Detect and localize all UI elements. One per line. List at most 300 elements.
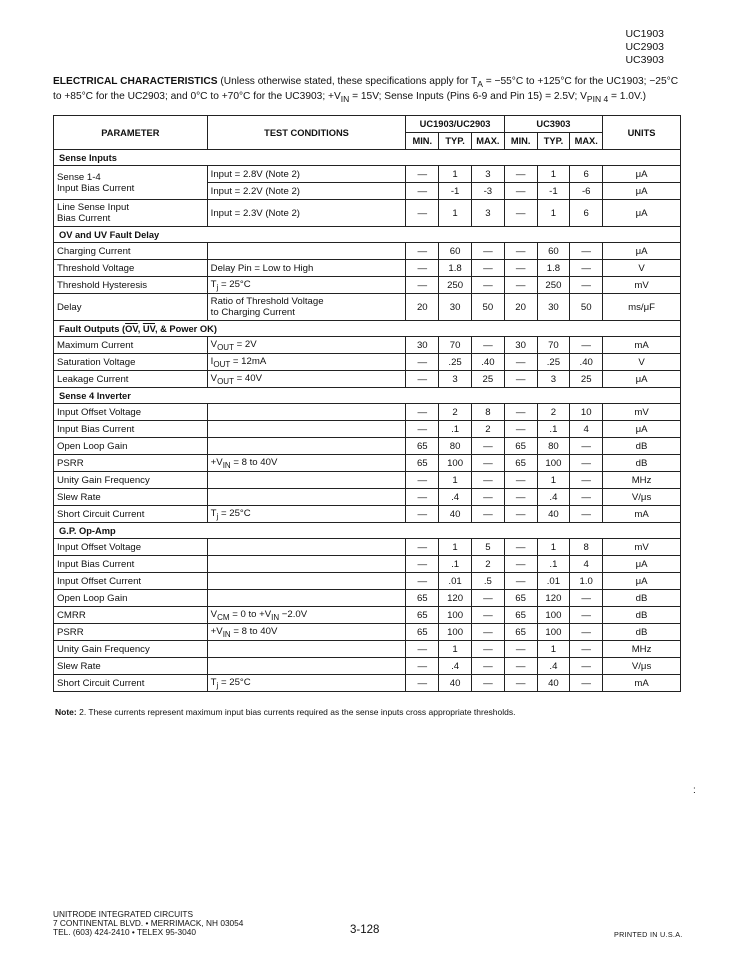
- value-cell: 6: [570, 200, 603, 227]
- header-text: (Unless otherwise stated, these specifications apply for T: [217, 76, 478, 87]
- value-cell: —: [504, 675, 537, 692]
- value-cell: 1.0: [570, 573, 603, 590]
- value-cell: 1.8: [439, 260, 472, 277]
- value-cell: —: [406, 200, 439, 227]
- param-cell: PSRR: [54, 455, 208, 472]
- param-cell: CMRR: [54, 607, 208, 624]
- value-cell: 1: [439, 472, 472, 489]
- units-cell: V: [603, 260, 681, 277]
- value-cell: .1: [537, 421, 570, 438]
- param-line: Line Sense Input: [57, 202, 130, 213]
- printed-in: PRINTED IN U.S.A.: [614, 930, 683, 939]
- value-cell: —: [406, 489, 439, 506]
- value-cell: —: [406, 421, 439, 438]
- value-cell: —: [471, 590, 504, 607]
- value-cell: 3: [439, 371, 472, 388]
- value-cell: —: [570, 455, 603, 472]
- section-title: ELECTRICAL CHARACTERISTICS: [53, 76, 218, 87]
- value-cell: 50: [471, 294, 504, 321]
- value-cell: 40: [537, 675, 570, 692]
- value-cell: —: [471, 243, 504, 260]
- header-text: = −55°C to +125°C for the UC1903; −25°C to +85°C for the UC2903; and 0°C to +70°C for the UC3903; +V: [53, 76, 679, 102]
- cond-text: V: [210, 338, 218, 350]
- param-cell: Input Bias Current: [54, 421, 208, 438]
- note-label: Note:: [55, 707, 77, 717]
- value-cell: —: [570, 590, 603, 607]
- units-cell: μA: [603, 556, 681, 573]
- section-row: [54, 321, 681, 337]
- value-cell: 40: [537, 506, 570, 523]
- table-row: [54, 404, 681, 421]
- param-cell: Delay: [54, 294, 208, 321]
- value-cell: 3: [537, 371, 570, 388]
- value-cell: 4: [570, 421, 603, 438]
- value-cell: —: [504, 539, 537, 556]
- cond-text: = 12mA: [230, 355, 267, 367]
- cond-text: V: [210, 372, 218, 384]
- value-cell: .40: [570, 354, 603, 371]
- value-cell: —: [504, 641, 537, 658]
- electrical-characteristics-header: [53, 76, 683, 105]
- cond-text: T: [210, 278, 217, 290]
- col-header-parameter: PARAMETER: [54, 116, 208, 150]
- condition-cell: [207, 539, 406, 556]
- condition-cell: [207, 438, 406, 455]
- condition-cell: [207, 658, 406, 675]
- value-cell: 100: [439, 455, 472, 472]
- value-cell: 2: [471, 556, 504, 573]
- value-cell: 2: [439, 404, 472, 421]
- value-cell: 65: [406, 590, 439, 607]
- value-cell: —: [471, 472, 504, 489]
- col-header-max: MAX.: [471, 133, 504, 150]
- section-row: [54, 523, 681, 539]
- value-cell: .5: [471, 573, 504, 590]
- condition-cell: [207, 277, 406, 294]
- value-cell: 20: [504, 294, 537, 321]
- value-cell: -6: [570, 183, 603, 200]
- value-cell: —: [406, 641, 439, 658]
- value-cell: 40: [439, 506, 472, 523]
- value-cell: 4: [570, 556, 603, 573]
- value-cell: —: [406, 243, 439, 260]
- col-header-max: MAX.: [570, 133, 603, 150]
- value-cell: 1: [537, 200, 570, 227]
- units-cell: μA: [603, 371, 681, 388]
- value-cell: —: [570, 438, 603, 455]
- subscript: OUT: [217, 342, 234, 352]
- value-cell: 65: [406, 438, 439, 455]
- value-cell: .25: [439, 354, 472, 371]
- value-cell: 8: [570, 539, 603, 556]
- value-cell: 250: [439, 277, 472, 294]
- cond-text: = 25°C: [218, 676, 251, 688]
- units-cell: V: [603, 354, 681, 371]
- cond-text: = 40V: [233, 372, 262, 384]
- section-row: [54, 388, 681, 404]
- subscript: j: [216, 282, 219, 292]
- subscript: OUT: [217, 376, 234, 386]
- value-cell: 30: [537, 294, 570, 321]
- units-cell: V/μs: [603, 658, 681, 675]
- table-row: [54, 294, 681, 321]
- value-cell: —: [570, 472, 603, 489]
- cond-text: = 0 to +V: [229, 608, 272, 620]
- subscript: j: [216, 511, 219, 521]
- col-header-test-conditions: TEST CONDITIONS: [207, 116, 406, 150]
- condition-cell: [207, 243, 406, 260]
- table-row: [54, 200, 681, 227]
- param-line: Sense 1-4: [57, 171, 101, 183]
- value-cell: —: [471, 675, 504, 692]
- electrical-characteristics-table: [53, 115, 681, 692]
- value-cell: 3: [471, 200, 504, 227]
- units-cell: MHz: [603, 472, 681, 489]
- value-cell: —: [570, 506, 603, 523]
- overbar-text: $\overline{UV}$: [142, 323, 155, 334]
- condition-cell: [207, 506, 406, 523]
- value-cell: —: [471, 489, 504, 506]
- cond-text: −2.0V: [279, 608, 308, 620]
- section-title: [54, 321, 681, 337]
- value-cell: —: [504, 472, 537, 489]
- value-cell: —: [406, 260, 439, 277]
- value-cell: -3: [471, 183, 504, 200]
- value-cell: 20: [406, 294, 439, 321]
- value-cell: —: [504, 183, 537, 200]
- cond-text: = 8 to 40V: [230, 456, 278, 468]
- param-cell: Short Circuit Current: [54, 506, 208, 523]
- table-row: [54, 506, 681, 523]
- units-cell: mV: [603, 539, 681, 556]
- value-cell: —: [471, 438, 504, 455]
- table-row: [54, 590, 681, 607]
- param-cell: Open Loop Gain: [54, 438, 208, 455]
- value-cell: —: [570, 624, 603, 641]
- condition-cell: [207, 472, 406, 489]
- value-cell: .1: [439, 421, 472, 438]
- table-row: [54, 489, 681, 506]
- value-cell: 65: [504, 455, 537, 472]
- col-header-min: MIN.: [406, 133, 439, 150]
- value-cell: 65: [406, 455, 439, 472]
- condition-cell: [207, 404, 406, 421]
- value-cell: —: [504, 371, 537, 388]
- units-cell: ms/μF: [603, 294, 681, 321]
- condition-cell: [207, 641, 406, 658]
- value-cell: .4: [537, 489, 570, 506]
- condition-cell: Delay Pin = Low to High: [207, 260, 406, 277]
- value-cell: —: [471, 641, 504, 658]
- cond-text: T: [210, 507, 217, 519]
- value-cell: —: [570, 675, 603, 692]
- param-cell: Threshold Voltage: [54, 260, 208, 277]
- units-cell: μA: [603, 200, 681, 227]
- cond-text: I: [210, 355, 214, 367]
- param-cell: Input Bias Current: [54, 556, 208, 573]
- cond-text: V: [210, 608, 218, 620]
- condition-cell: [207, 337, 406, 354]
- section-row: [54, 227, 681, 243]
- address-line: TEL. (603) 424-2410 • TELEX 95-3040: [53, 927, 196, 937]
- value-cell: —: [504, 556, 537, 573]
- value-cell: —: [504, 404, 537, 421]
- table-note: [55, 707, 516, 717]
- value-cell: 100: [537, 624, 570, 641]
- units-cell: μA: [603, 421, 681, 438]
- value-cell: 8: [471, 404, 504, 421]
- value-cell: 65: [504, 607, 537, 624]
- value-cell: —: [504, 243, 537, 260]
- stray-mark: :: [693, 785, 696, 796]
- value-cell: —: [570, 337, 603, 354]
- subscript: IN: [222, 460, 231, 470]
- value-cell: .4: [439, 658, 472, 675]
- value-cell: 3: [471, 166, 504, 183]
- value-cell: —: [406, 658, 439, 675]
- value-cell: —: [504, 260, 537, 277]
- value-cell: .01: [537, 573, 570, 590]
- value-cell: —: [406, 354, 439, 371]
- address-line: UNITRODE INTEGRATED CIRCUITS: [53, 909, 193, 919]
- value-cell: —: [471, 506, 504, 523]
- cond-line: to Charging Current: [210, 307, 295, 318]
- units-cell: dB: [603, 590, 681, 607]
- units-cell: dB: [603, 624, 681, 641]
- value-cell: —: [406, 539, 439, 556]
- value-cell: .40: [471, 354, 504, 371]
- value-cell: 10: [570, 404, 603, 421]
- value-cell: .1: [537, 556, 570, 573]
- param-cell: PSRR: [54, 624, 208, 641]
- table-row: [54, 260, 681, 277]
- cond-text: = 2V: [233, 338, 257, 350]
- value-cell: 5: [471, 539, 504, 556]
- param-cell: Input Offset Current: [54, 573, 208, 590]
- part-number: UC2903: [625, 41, 664, 53]
- value-cell: 65: [406, 607, 439, 624]
- subscript: IN: [271, 612, 280, 622]
- subscript: CM: [217, 612, 230, 622]
- param-line: Input Bias Current: [57, 182, 135, 194]
- section-text: Fault Outputs (: [59, 323, 126, 334]
- table-row: [54, 243, 681, 260]
- value-cell: —: [570, 489, 603, 506]
- section-title: Sense Inputs: [54, 150, 681, 166]
- condition-cell: [207, 489, 406, 506]
- condition-cell: [207, 421, 406, 438]
- value-cell: —: [504, 166, 537, 183]
- value-cell: —: [406, 573, 439, 590]
- value-cell: —: [504, 200, 537, 227]
- units-cell: μA: [603, 183, 681, 200]
- units-cell: μA: [603, 573, 681, 590]
- value-cell: 1: [537, 539, 570, 556]
- value-cell: 60: [439, 243, 472, 260]
- value-cell: .01: [439, 573, 472, 590]
- value-cell: 50: [570, 294, 603, 321]
- condition-cell: [207, 573, 406, 590]
- value-cell: —: [504, 277, 537, 294]
- value-cell: —: [504, 489, 537, 506]
- value-cell: 6: [570, 166, 603, 183]
- condition-cell: [207, 294, 406, 321]
- value-cell: 120: [439, 590, 472, 607]
- value-cell: 1: [537, 472, 570, 489]
- value-cell: 250: [537, 277, 570, 294]
- value-cell: 100: [439, 607, 472, 624]
- table-row: [54, 624, 681, 641]
- value-cell: —: [570, 658, 603, 675]
- value-cell: —: [406, 506, 439, 523]
- value-cell: —: [570, 243, 603, 260]
- condition-cell: Input = 2.3V (Note 2): [207, 200, 406, 227]
- value-cell: 100: [537, 607, 570, 624]
- param-line: Bias Current: [57, 213, 111, 224]
- header-text: = 1.0V.): [608, 90, 647, 102]
- param-cell: Leakage Current: [54, 371, 208, 388]
- value-cell: —: [504, 506, 537, 523]
- value-cell: —: [406, 472, 439, 489]
- units-cell: dB: [603, 607, 681, 624]
- cond-text: +V: [210, 625, 223, 637]
- value-cell: .25: [537, 354, 570, 371]
- units-cell: dB: [603, 455, 681, 472]
- value-cell: —: [406, 675, 439, 692]
- param-cell: Charging Current: [54, 243, 208, 260]
- col-header-min: MIN.: [504, 133, 537, 150]
- param-cell: Saturation Voltage: [54, 354, 208, 371]
- value-cell: .4: [537, 658, 570, 675]
- table-row: [54, 438, 681, 455]
- value-cell: 25: [570, 371, 603, 388]
- units-cell: MHz: [603, 641, 681, 658]
- value-cell: —: [504, 354, 537, 371]
- condition-cell: [207, 371, 406, 388]
- value-cell: —: [570, 277, 603, 294]
- table-row: [54, 556, 681, 573]
- value-cell: 65: [504, 590, 537, 607]
- value-cell: .4: [439, 489, 472, 506]
- param-cell: [54, 166, 208, 200]
- cond-text: +V: [210, 456, 223, 468]
- section-row: [54, 150, 681, 166]
- address-line: 7 CONTINENTAL BLVD. • MERRIMACK, NH 03054: [53, 918, 244, 928]
- units-cell: V/μs: [603, 489, 681, 506]
- value-cell: 30: [504, 337, 537, 354]
- value-cell: 120: [537, 590, 570, 607]
- part-number: UC3903: [625, 54, 664, 66]
- param-cell: Input Offset Voltage: [54, 539, 208, 556]
- condition-cell: [207, 455, 406, 472]
- value-cell: .1: [439, 556, 472, 573]
- param-cell: [54, 200, 208, 227]
- value-cell: —: [504, 421, 537, 438]
- subscript: OUT: [213, 359, 231, 369]
- header-text: = 15V; Sense Inputs (Pins 6-9 and Pin 15) = 2.5V; V: [349, 90, 587, 102]
- subscript: IN: [222, 629, 231, 639]
- param-cell: Threshold Hysteresis: [54, 277, 208, 294]
- value-cell: 65: [406, 624, 439, 641]
- param-cell: Input Offset Voltage: [54, 404, 208, 421]
- section-title: OV and UV Fault Delay: [54, 227, 681, 243]
- value-cell: —: [406, 277, 439, 294]
- table-row: [54, 455, 681, 472]
- subscript: A: [477, 79, 483, 90]
- part-numbers: [625, 28, 664, 67]
- value-cell: —: [471, 607, 504, 624]
- value-cell: 1.8: [537, 260, 570, 277]
- table-row: [54, 573, 681, 590]
- value-cell: —: [471, 658, 504, 675]
- col-group-uc1903-uc2903: UC1903/UC2903: [406, 116, 504, 133]
- condition-cell: [207, 607, 406, 624]
- value-cell: —: [471, 260, 504, 277]
- table-row: [54, 658, 681, 675]
- value-cell: 1: [439, 641, 472, 658]
- condition-cell: [207, 624, 406, 641]
- value-cell: 70: [439, 337, 472, 354]
- cond-text: = 25°C: [218, 507, 251, 519]
- table-row: [54, 337, 681, 354]
- cond-text: = 8 to 40V: [230, 625, 278, 637]
- table-row: [54, 641, 681, 658]
- value-cell: —: [406, 404, 439, 421]
- param-cell: Open Loop Gain: [54, 590, 208, 607]
- condition-cell: Input = 2.2V (Note 2): [207, 183, 406, 200]
- subscript: IN: [340, 93, 350, 104]
- table-row: [54, 675, 681, 692]
- value-cell: 1: [439, 200, 472, 227]
- value-cell: 100: [439, 624, 472, 641]
- value-cell: 100: [537, 455, 570, 472]
- col-header-typ: TYP.: [439, 133, 472, 150]
- value-cell: 2: [537, 404, 570, 421]
- units-cell: mA: [603, 675, 681, 692]
- table-row: [54, 277, 681, 294]
- table-row: [54, 421, 681, 438]
- col-header-typ: TYP.: [537, 133, 570, 150]
- table-row: [54, 166, 681, 183]
- param-cell: Unity Gain Frequency: [54, 472, 208, 489]
- col-group-uc3903: UC3903: [504, 116, 602, 133]
- value-cell: —: [570, 607, 603, 624]
- table-row: [54, 472, 681, 489]
- units-cell: mV: [603, 404, 681, 421]
- section-text: , & Power OK): [154, 323, 217, 334]
- value-cell: —: [471, 624, 504, 641]
- overbar-text: $\overline{OV}$: [125, 323, 138, 334]
- value-cell: 80: [537, 438, 570, 455]
- units-cell: mV: [603, 277, 681, 294]
- value-cell: —: [406, 556, 439, 573]
- units-cell: mA: [603, 337, 681, 354]
- value-cell: 80: [439, 438, 472, 455]
- units-cell: mA: [603, 506, 681, 523]
- condition-cell: [207, 675, 406, 692]
- table-row: [54, 354, 681, 371]
- value-cell: —: [406, 183, 439, 200]
- value-cell: —: [406, 166, 439, 183]
- param-cell: Slew Rate: [54, 489, 208, 506]
- value-cell: 65: [504, 624, 537, 641]
- value-cell: 30: [406, 337, 439, 354]
- condition-cell: [207, 354, 406, 371]
- company-address: [53, 910, 243, 937]
- param-cell: Maximum Current: [54, 337, 208, 354]
- value-cell: —: [570, 260, 603, 277]
- section-title: Sense 4 Inverter: [54, 388, 681, 404]
